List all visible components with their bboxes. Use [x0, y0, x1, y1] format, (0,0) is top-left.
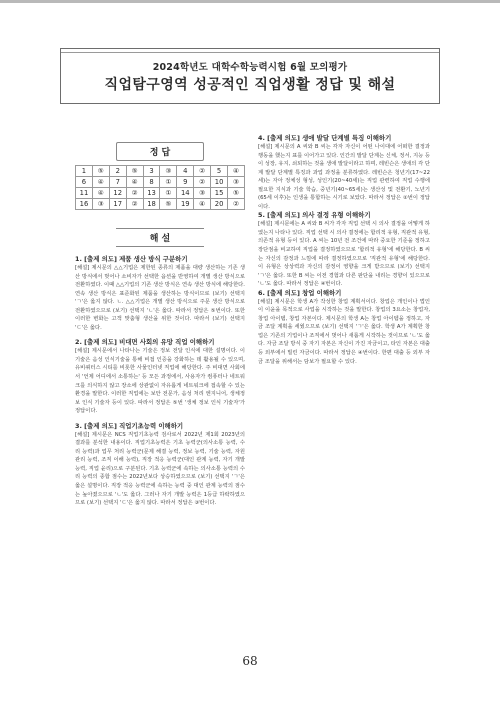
commentary-item: [258, 134, 430, 211]
page-top-rule: [0, 0, 500, 3]
answer-cell: ④: [194, 199, 211, 210]
right-column: [258, 134, 430, 366]
answer-cell: ②: [228, 199, 245, 210]
question-number-cell: 19: [177, 199, 194, 210]
answer-cell: ②: [194, 166, 211, 177]
answer-cell: ⑤: [126, 166, 143, 177]
commentary-item: [75, 338, 245, 415]
item-body: [해설] 제시문에서 나타나는 기술은 정보 전달 인식에 대한 설명이다. 이 기술은 음성 인식기술을 통해 비접 인증을 강화하는 데 활용될 수 있으며, 유비쿼터스 시티를 비롯한 사물인터넷 직업에 해당한다. 주 비대면 사회에서 '언제 어디에서 소통하는' 등 모든 과정에서, 사용자가 컴퓨터나 네트워크를 의식하지 않고 장소에 상관없이 자유롭게 네트워크에 접속할 수 있는 환경을 말한다. 이러한 직업에는 보안 전문가, 음성 처리 엔지니어, 생체정보 인식 기술자 등이 있다. 따라서 정답은 ⑤번 '생체 정보 인식 기술자'가 정답이다.: [75, 348, 245, 415]
question-number-cell: 7: [109, 177, 126, 188]
question-number-cell: 3: [143, 166, 160, 177]
commentary-item: [258, 289, 430, 366]
item-body: [해설] 제시문은 학생 A가 작성한 창업 계획서이다. 창업은 개인이나 법인이 이윤을 목적으로 사업을 시작하는 것을 말한다. 창업의 3요소는 창업자, 창업 아이템, 창업 자본이다. 제시문의 학생 A는 창업 아이템을 정하고, 자금 조달 계획을 세웠으므로 (보기) 선택지 'ㄱ'은 옳다. 학생 A가 계획한 창업은 기존의 기업이나 조직에서 벗어나 새롭게 시작하는 것이므로 'ㄴ'도 옳다. 자금 조달 방식 중 자기 자본은 자신이 가진 자금이고, 타인 자본은 대출 등 외부에서 빌린 자금이다. 따라서 정답은 ④번이다. 한편 대출 등 외부 자금 조달을 위해서는 담보가 필요할 수 있다.: [258, 298, 430, 365]
answer-cell: ⑤: [160, 199, 177, 210]
document-header: [60, 48, 440, 104]
answer-cell: ⑤: [228, 188, 245, 199]
question-number-cell: 13: [143, 188, 160, 199]
left-column: [75, 134, 245, 508]
answer-cell: ③: [92, 199, 109, 210]
answer-row: [76, 188, 245, 199]
answer-cell: ③: [194, 188, 211, 199]
item-title: 6. [출제 의도] 창업 이해하기: [258, 288, 342, 297]
question-number-cell: 5: [211, 166, 228, 177]
question-number-cell: 16: [76, 199, 93, 210]
question-number-cell: 17: [109, 199, 126, 210]
answer-cell: ④: [126, 177, 143, 188]
answer-cell: ①: [160, 188, 177, 199]
answer-cell: ①: [160, 177, 177, 188]
commentary-item: [75, 255, 245, 332]
answer-cell: ②: [194, 177, 211, 188]
question-number-cell: 11: [76, 188, 93, 199]
answer-cell: ②: [126, 188, 143, 199]
answer-cell: ④: [92, 188, 109, 199]
answer-cell: ⑤: [92, 166, 109, 177]
item-title: 2. [출제 의도] 비대면 사회의 유망 직업 이해하기: [75, 338, 215, 347]
question-number-cell: 18: [143, 199, 160, 210]
commentary-heading: 해 설: [116, 228, 204, 247]
answer-row: [76, 199, 245, 210]
answer-key-heading: 정 답: [116, 142, 204, 161]
item-title: 4. [출제 의도] 생애 발달 단계별 특징 이해하기: [258, 134, 392, 142]
question-number-cell: 9: [177, 177, 194, 188]
item-title: 3. [출제 의도] 직업기초능력 이해하기: [75, 421, 184, 430]
item-body: [해설] 제시문의 A 씨와 B 씨는 각자 자신이 어떤 나이대에 어떠한 결정과 행동을 했는지 표를 이어가고 있다. 인간의 발달 단계는 신체, 정서, 지능 등이 성장, 유지, 쇠퇴하는 것을 생애 발달이라고 하며, 레빈슨은 생애의 각 단계 발달 단계별 특징과 과업 과정을 분류하였다. 레빈슨은 청년기(17~22세)는 자아 정체성 형성, 성인기(20~40세)는 직업 관련하여 직업 수행에 필요한 지식과 기술 학습, 중년기(40~65세)는 생산성 및 전환기, 노년기(65세 이후)는 인생을 통합하는 시기로 보았다. 따라서 정답은 ②번이 정답이다.: [258, 144, 430, 210]
item-body: [해설] 제시문의 △△기업은 제한된 종류의 제품을 대량 생산하는 기존 생산 방식에서 벗어나 소비자가 선택한 옵션을 반영하여 개별 생산 방식으로 전환하였다. 이때 △△기업의 기존 생산 방식은 연속 생산 방식에 해당한다. 연속 생산 방식은 표준화된 제품을 생산하는 방식이므로 (보기) 선택지 'ㄱ'은 옳지 않다. ㄴ. △△기업은 개별 생산 방식으로 주문 생산 방식으로 전환하였으므로 (보기) 선택지 'ㄴ'은 옳다. 따라서 정답은 ⑤번이다. 또한 이러한 변화는 고객 맞춤형 생산을 위한 것이다. 따라서 (보기) 선택지 'ㄷ'은 옳다.: [75, 265, 245, 331]
answer-cell: ③: [228, 177, 245, 188]
question-number-cell: 6: [76, 177, 93, 188]
question-number-cell: 15: [211, 188, 228, 199]
item-body: [해설] 제시문은 NCS 직업기초능력 검사로서 2022년 제1회 2023년의 결과를 분석한 내용이다. 직업기초능력은 기초 능력군(의사소통 능력, 수리 능력)과 업무 처리 능력군(문제 해결 능력, 정보 능력, 기술 능력, 자원 관리 능력, 조직 이해 능력), 직장 적응 능력군(대인 관계 능력, 자기 개발 능력, 직업 윤리)으로 구분된다. 기초 능력군에 속하는 의사소통 능력의 수리 능력의 종합 점수는 2022년보다 상승하였으므로 (보기) 선택지 'ㄱ'은 옳은 설명이다. 직장 적응 능력군에 속하는 능력 중 대인 관계 능력의 점수는 높아졌으므로 'ㄴ'도 옳다. 그러나 자기 개발 능력은 1등급 하락하였으므로 (보기) 선택지 'ㄷ'은 옳지 않다. 따라서 정답은 ③번이다.: [75, 431, 245, 507]
commentary-item: [258, 211, 430, 288]
commentary-item: [75, 422, 245, 508]
answer-cell: ④: [92, 177, 109, 188]
question-number-cell: 1: [76, 166, 93, 177]
header-inner-rule: [61, 49, 439, 53]
answer-row: [76, 166, 245, 177]
question-number-cell: 8: [143, 177, 160, 188]
item-title: 5. [출제 의도] 의사 결정 유형 이해하기: [258, 211, 371, 220]
page-number: 68: [242, 654, 258, 668]
answer-cell: ②: [126, 199, 143, 210]
answer-row: [76, 177, 245, 188]
item-title: 1. [출제 의도] 제품 생산 방식 구분하기: [75, 255, 188, 263]
question-number-cell: 4: [177, 166, 194, 177]
question-number-cell: 10: [211, 177, 228, 188]
question-number-cell: 20: [211, 199, 228, 210]
question-number-cell: 12: [109, 188, 126, 199]
answer-cell: ③: [160, 166, 177, 177]
question-number-cell: 2: [109, 166, 126, 177]
answer-key-table: [75, 165, 245, 210]
page-title: 직업탐구영역 성공적인 직업생활 정답 및 해설: [104, 77, 396, 93]
header-subtitle: 2024학년도 대학수학능력시험 6월 모의평가: [152, 62, 348, 73]
question-number-cell: 14: [177, 188, 194, 199]
item-body: [해설] 제시문에는 A 씨와 B 씨가 각자 직업 선택 시 의사 결정을 어떻게 하였는지 나타나 있다. 직업 선택 시 의사 결정에는 합리적 유형, 직관적 유형, 의존적 유형 등이 있다. A 씨는 10년 전 조건에 따라 중요한 기준을 정하고 장단점을 비교하여 직업을 결정하였으므로 '합리적 유형'에 해당한다. B 씨는 자신의 감정과 느낌에 따라 결정하였으므로 '직관적 유형'에 해당한다. 이 유형은 상상력과 자신의 감정이 영향을 크게 받으므로 (보기) 선택지 'ㄱ'은 옳다. 또한 B 씨는 이전 경험과 다른 판단을 내리는 경향이 있으므로 'ㄴ'도 옳다. 따라서 정답은 ④번이다.: [258, 221, 430, 288]
answer-cell: ④: [228, 166, 245, 177]
